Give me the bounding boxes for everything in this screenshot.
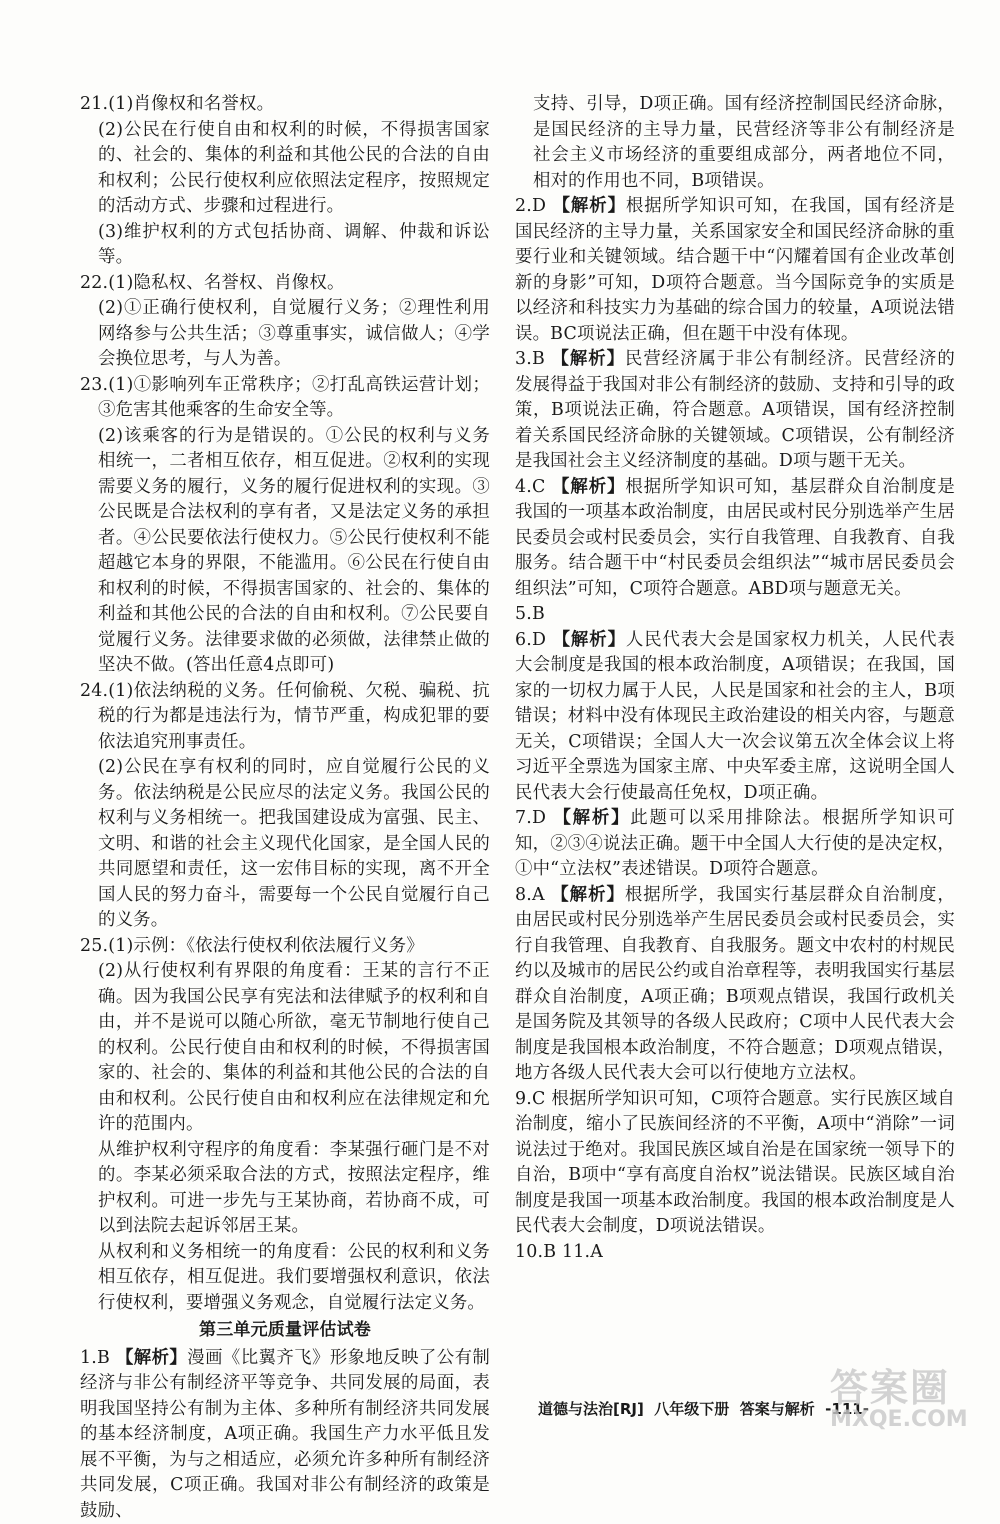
answer-9 xyxy=(515,1087,955,1240)
answer-8-tag: 【解析】 xyxy=(551,885,625,905)
answer-2-tag: 【解析】 xyxy=(553,196,626,216)
q24-part2: (2)公民在享有权利的同时，应自觉履行公民的义务。依法纳税是公民应尽的法定义务。我国公民的权利与义务相统一。把我国建设成为富强、民主、文明、和谐的社会主义现代化国家，是全国人民的共同愿望和责任，这一宏伟目标的实现，离不开全国人民的努力奋斗，需要每一个公民自觉履行自己的义务。 xyxy=(80,755,490,934)
page-footer: 道德与法治[RJ] 八年级下册 答案与解析 -111- xyxy=(538,1398,869,1419)
right-column xyxy=(515,92,955,1265)
answer-1-tag: 【解析】 xyxy=(116,1348,187,1368)
answer-3-text: 民营经济属于非公有制经济。民营经济的发展得益于我国对非公有制经济的鼓励、支持和引导的政策，B项说法正确，符合题意。A项错误，国有经济控制着关系国民经济命脉的关键领域。C项错误，公有制经济是我国社会主义经济制度的基础。D项与题干无关。 xyxy=(515,349,955,471)
answer-7-text: 此题可以采用排除法。根据所学知识可知，②③④说法正确。题干中全国人大行使的是决定权，①中“立法权”表述错误。D项符合题意。 xyxy=(515,808,955,879)
answer-6 xyxy=(515,628,955,807)
answer-7-number: 7.D xyxy=(515,808,546,828)
q22-part1: 22.(1)隐私权、名誉权、肖像权。 xyxy=(80,271,490,297)
q22-part2: (2)①正确行使权利，自觉履行义务；②理性利用网络参与公共生活；③尊重事实，诚信做人；④学会换位思考，与人为善。 xyxy=(80,296,490,373)
answer-5: 5.B xyxy=(515,602,955,628)
q24-part1: 24.(1)依法纳税的义务。任何偷税、欠税、骗税、抗税的行为都是违法行为，情节严重，构成犯罪的要依法追究刑事责任。 xyxy=(80,679,490,756)
q21-part3: (3)维护权利的方式包括协商、调解、仲裁和诉讼等。 xyxy=(80,220,490,271)
q21-part1: 21.(1)肖像权和名誉权。 xyxy=(80,92,490,118)
answer-4-text: 根据所学知识可知，基层群众自治制度是我国的一项基本政治制度，由居民或村民分别选举产生居民委员会或村民委员会，实行自我管理、自我教育、自我服务。结合题干中“村民委员会组织法”“城市居民委员会组织法”可知，C项符合题意。ABD项与题意无关。 xyxy=(515,477,955,599)
answer-10-11: 10.B 11.A xyxy=(515,1240,955,1266)
left-column xyxy=(80,92,490,1524)
answer-6-number: 6.D xyxy=(515,630,546,650)
watermark-url: MXQE.COM xyxy=(830,1408,990,1432)
answer-6-text: 人民代表大会是国家权力机关，人民代表大会制度是我国的根本政治制度，A项错误；在我国，国家的一切权力属于人民，人民是国家和社会的主人，B项错误；材料中没有体现民主政治建设的相关内容，与题意无关，C项错误；全国人大一次会议第五次全体会议上将习近平全票选为国家主席、中央军委主席，这说明全国人民代表大会行使最高任免权，D项正确。 xyxy=(515,630,955,803)
answer-1-continued: 支持、引导，D项正确。国有经济控制国民经济命脉，是国民经济的主导力量，民营经济等非公有制经济是社会主义市场经济的重要组成部分，两者地位不同，相对的作用也不同，B项错误。 xyxy=(515,92,955,194)
answer-1-text: 漫画《比翼齐飞》形象地反映了公有制经济与非公有制经济平等竞争、共同发展的局面，表明我国坚持公有制为主体、多种所有制经济共同发展的基本经济制度，A项正确。我国生产力水平低且发展不平衡，为与之相适应，必须允许多种所有制经济共同发展，C项正确。我国对非公有制经济的政策是鼓励、 xyxy=(80,1348,490,1521)
q25-part3: 从维护权利守程序的角度看：李某强行砸门是不对的。李某必须采取合法的方式，按照法定程序，维护权利。可进一步先与王某协商，若协商不成，可以到法院去起诉邻居王某。 xyxy=(80,1138,490,1240)
answer-3 xyxy=(515,347,955,475)
answer-7 xyxy=(515,806,955,883)
q25-part1: 25.(1)示例：《依法行使权利依法履行义务》 xyxy=(80,934,490,960)
answer-2 xyxy=(515,194,955,347)
answer-8-text: 根据所学，我国实行基层群众自治制度，由居民或村民分别选举产生居民委员会或村民委员会，实行自我管理、自我教育、自我服务。题文中农村的村规民约以及城市的居民公约或自治章程等，表明我国实行基层群众自治制度，A项正确；B项观点错误，我国行政机关是国务院及其领导的各级人民政府；C项中人民代表大会制度是我国根本政治制度，不符合题意；D项观点错误，地方各级人民代表大会可以行使地方立法权。 xyxy=(515,885,955,1084)
answer-9-text: 根据所学知识可知，C项符合题意。实行民族区域自治制度，缩小了民族间经济的不平衡，A项中“消除”一词说法过于绝对。我国民族区域自治是在国家统一领导下的自治，B项中“享有高度自治权”说法错误。民族区域自治制度是我国一项基本政治制度。我国的根本政治制度是人民代表大会制度，D项说法错误。 xyxy=(515,1089,955,1237)
answer-4-tag: 【解析】 xyxy=(552,477,625,497)
answer-3-tag: 【解析】 xyxy=(552,349,626,369)
q23-part1: 23.(1)①影响列车正常秩序；②打乱高铁运营计划；③危害其他乘客的生命安全等。 xyxy=(80,373,490,424)
answer-8-number: 8.A xyxy=(515,885,545,905)
q21-part2: (2)公民在行使自由和权利的时候，不得损害国家的、社会的、集体的利益和其他公民的合法的自由和权利；公民行使权利应依照法定程序，按照规定的活动方式、步骤和过程进行。 xyxy=(80,118,490,220)
q25-part2: (2)从行使权利有界限的角度看：王某的言行不正确。因为我国公民享有宪法和法律赋予的权利和自由，并不是说可以随心所欲，毫无节制地行使自己的权利。公民行使自由和权利的时候，不得损害国家的、社会的、集体的利益和其他公民的合法的自由和权利。公民行使自由和权利应在法律规定和允许的范围内。 xyxy=(80,959,490,1138)
q25-part4: 从权利和义务相统一的角度看：公民的权利和义务相互依存，相互促进。我们要增强权利意识，依法行使权利，要增强义务观念，自觉履行法定义务。 xyxy=(80,1240,490,1317)
answer-4-number: 4.C xyxy=(515,477,546,497)
answer-2-number: 2.D xyxy=(515,196,546,216)
answer-8 xyxy=(515,883,955,1087)
answer-2-text: 根据所学知识可知，在我国，国有经济是国民经济的主导力量，关系国家安全和国民经济命脉的重要行业和关键领域。结合题干中“闪耀着国有企业改革创新的身影”可知，D项符合题意。当今国际竞争的实质是以经济和科技实力为基础的综合国力的较量，A项说法错误。BC项说法正确，但在题干中没有体现。 xyxy=(515,196,955,344)
answer-1 xyxy=(80,1346,490,1524)
answer-6-tag: 【解析】 xyxy=(553,630,626,650)
watermark-text: 答案圈 xyxy=(830,1368,990,1408)
answer-1-number: 1.B xyxy=(80,1348,110,1368)
answer-4 xyxy=(515,475,955,603)
watermark-logo xyxy=(830,1368,990,1438)
q23-part2: (2)该乘客的行为是错误的。①公民的权利与义务相统一，二者相互依存，相互促进。②权利的实现需要义务的履行，义务的履行促进权利的实现。③公民既是合法权利的享有者，又是法定义务的承担者。④公民要依法行使权力。⑤公民行使权利不能超越它本身的界限，不能滥用。⑥公民在行使自由和权利的时候，不得损害国家的、社会的、集体的利益和其他公民的合法的自由和权利。⑦公民要自觉履行义务。法律要求做的必须做，法律禁止做的坚决不做。(答出任意4点即可) xyxy=(80,424,490,679)
answer-7-tag: 【解析】 xyxy=(553,808,630,828)
answer-9-number: 9.C xyxy=(515,1089,546,1109)
section-heading: 第三单元质量评估试卷 xyxy=(80,1318,490,1344)
answer-3-number: 3.B xyxy=(515,349,545,369)
